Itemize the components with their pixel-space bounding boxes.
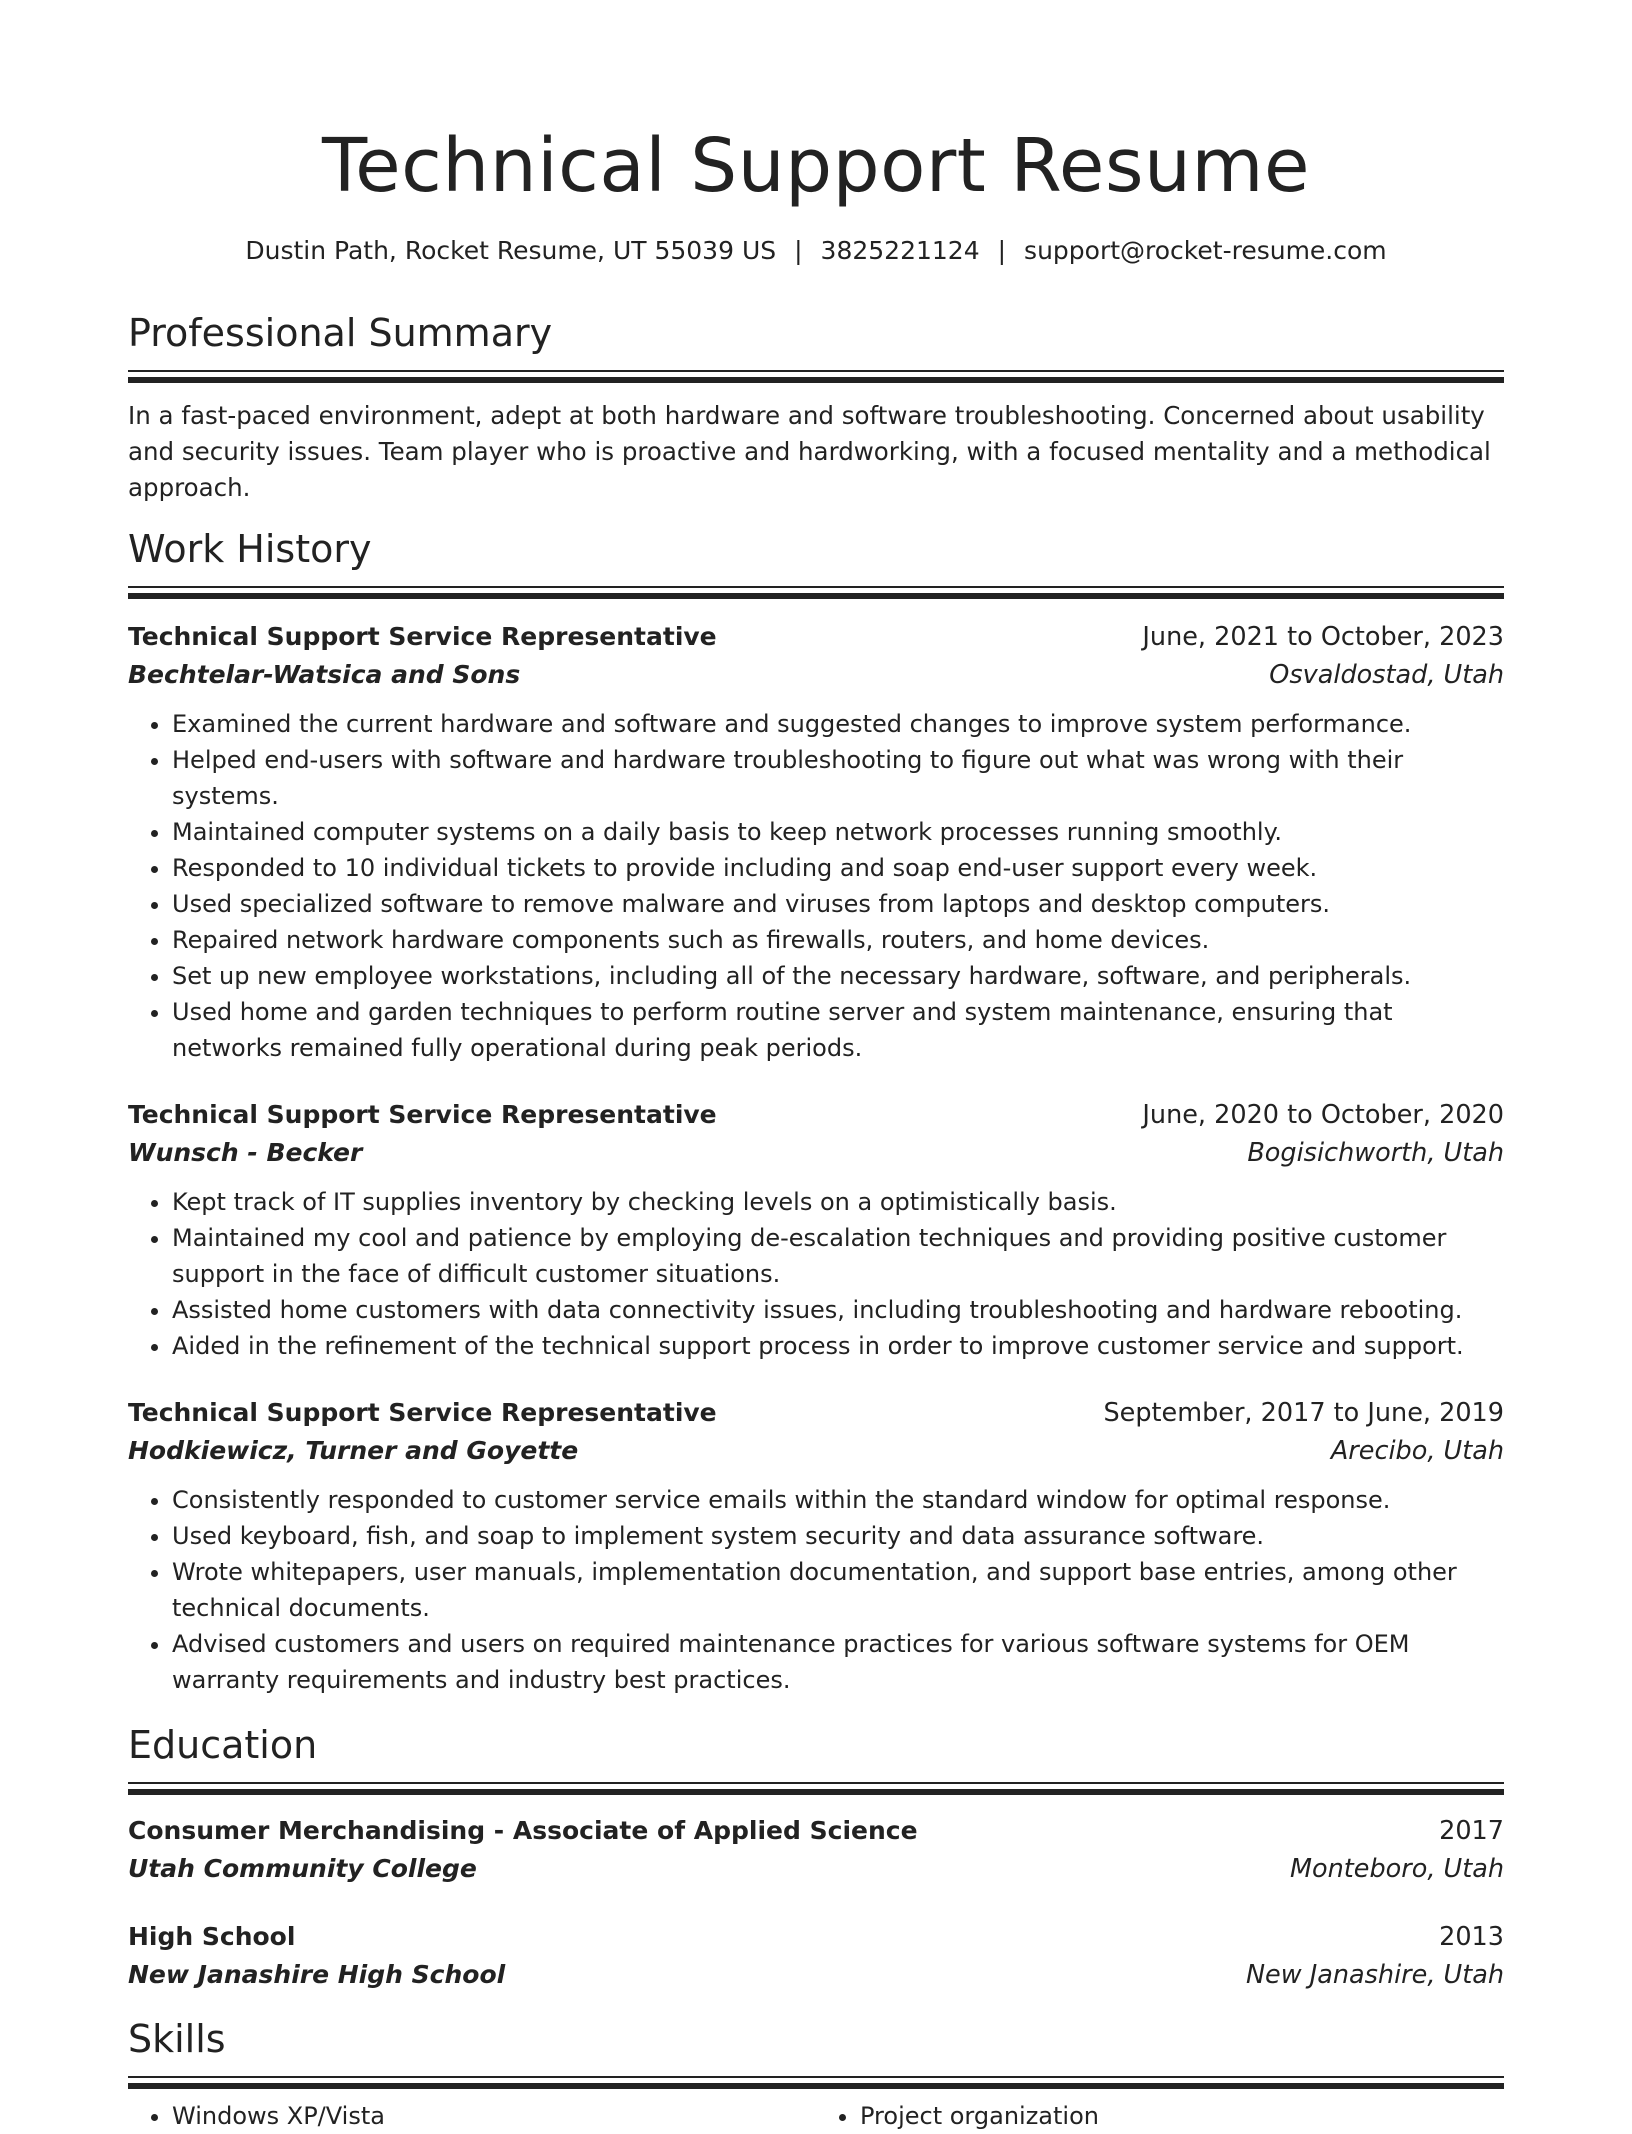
work-section (128, 524, 1504, 600)
contact-separator: | (997, 236, 1007, 265)
job-employer: Wunsch - Becker (128, 1138, 363, 1167)
education-school: Utah Community College (128, 1854, 477, 1883)
job-bullet: • Used home and garden techniques to perform routine server and system maintenance, ensuring that networks remained fully operational during peak periods. (172, 994, 1504, 1066)
education-location: New Janashire, Utah (1245, 1960, 1504, 1990)
section-title-summary: Professional Summary (128, 311, 553, 355)
education-year: 2013 (1439, 1922, 1504, 1952)
education-degree: High School (128, 1922, 296, 1951)
job-title: Technical Support Service Representative (128, 622, 717, 651)
job-entry (128, 618, 1504, 1066)
section-divider (128, 370, 1504, 384)
job-bullet: • Maintained computer systems on a daily basis to keep network processes running smoothly. (172, 814, 1504, 850)
education-entry (128, 1918, 1504, 1994)
skills-section (128, 2014, 1504, 2090)
job-employer-row (128, 1432, 1504, 1470)
skill-item: • Windows XP/Vista (172, 2098, 816, 2134)
job-bullet: • Examined the current hardware and software and suggested changes to improve system performance. (172, 706, 1504, 742)
job-bullet: • Advised customers and users on required maintenance practices for various software systems for OEM warranty requirements and industry best practices. (172, 1626, 1504, 1698)
section-divider (128, 1782, 1504, 1796)
job-title: Technical Support Service Representative (128, 1100, 717, 1129)
job-list (128, 618, 1504, 1698)
job-bullet: • Kept track of IT supplies inventory by checking levels on a optimistically basis. (172, 1184, 1504, 1220)
education-school: New Janashire High School (128, 1960, 506, 1989)
contact-separator: | (794, 236, 803, 265)
skills-column-left (128, 2098, 816, 2134)
job-bullet: • Set up new employee workstations, including all of the necessary hardware, software, and peripherals. (172, 958, 1504, 994)
job-dates: June, 2021 to October, 2023 (1142, 622, 1504, 652)
job-employer: Hodkiewicz, Turner and Goyette (128, 1436, 579, 1465)
job-header-row (128, 1394, 1504, 1432)
job-employer-row (128, 656, 1504, 694)
education-school-row (128, 1850, 1504, 1888)
job-bullets (128, 706, 1504, 1066)
job-employer-row (128, 1134, 1504, 1172)
job-employer: Bechtelar-Watsica and Sons (128, 660, 521, 689)
contact-line (128, 234, 1504, 268)
job-bullet: • Used keyboard, fish, and soap to implement system security and data assurance software. (172, 1518, 1504, 1554)
job-bullet: • Responded to 10 individual tickets to provide including and soap end-user support every week. (172, 850, 1504, 886)
job-bullets (128, 1482, 1504, 1698)
job-bullet: • Maintained my cool and patience by employing de-escalation techniques and providing positive customer support in the face of difficult customer situations. (172, 1220, 1504, 1292)
education-location: Monteboro, Utah (1290, 1854, 1504, 1884)
section-title-skills: Skills (128, 2017, 226, 2061)
section-divider (128, 586, 1504, 600)
skill-item: • Project organization (860, 2098, 1504, 2134)
education-degree: Consumer Merchandising - Associate of Applied Science (128, 1816, 918, 1845)
section-divider (128, 2076, 1504, 2090)
education-year: 2017 (1439, 1816, 1504, 1846)
education-entry (128, 1812, 1504, 1888)
job-bullets (128, 1184, 1504, 1364)
job-bullet: • Wrote whitepapers, user manuals, implementation documentation, and support base entries, among other technical documents. (172, 1554, 1504, 1626)
job-location: Arecibo, Utah (1330, 1436, 1504, 1466)
job-title: Technical Support Service Representative (128, 1398, 717, 1427)
education-section (128, 1720, 1504, 1796)
skills-column-right (816, 2098, 1504, 2134)
summary-section (128, 308, 1504, 384)
section-title-education: Education (128, 1723, 318, 1767)
job-location: Osvaldostad, Utah (1269, 660, 1504, 690)
job-location: Bogisichworth, Utah (1247, 1138, 1504, 1168)
summary-text: In a fast-paced environment, adept at both hardware and software troubleshooting. Concerned about usability and security issues. Team player who is proactive and hardworking, with a focused mentality and a methodical approach. (128, 401, 1491, 502)
job-entry (128, 1096, 1504, 1364)
resume-title: Technical Support Resume (321, 123, 1311, 209)
contact-phone: 3825221124 (820, 236, 980, 265)
education-header-row (128, 1812, 1504, 1850)
job-bullet: • Assisted home customers with data connectivity issues, including troubleshooting and hardware rebooting. (172, 1292, 1504, 1328)
education-school-row (128, 1956, 1504, 1994)
education-header-row (128, 1918, 1504, 1956)
job-header-row (128, 1096, 1504, 1134)
job-dates: June, 2020 to October, 2020 (1142, 1100, 1504, 1130)
skills-grid (128, 2098, 1504, 2134)
job-bullet: • Aided in the refinement of the technical support process in order to improve customer service and support. (172, 1328, 1504, 1364)
contact-email: support@rocket-resume.com (1024, 236, 1387, 265)
resume-page (128, 0, 1504, 2134)
job-entry (128, 1394, 1504, 1698)
education-list (128, 1812, 1504, 1994)
job-dates: September, 2017 to June, 2019 (1103, 1398, 1504, 1428)
job-bullet: • Repaired network hardware components such as firewalls, routers, and home devices. (172, 922, 1504, 958)
contact-address: Dustin Path, Rocket Resume, UT 55039 US (245, 236, 777, 265)
job-header-row (128, 618, 1504, 656)
job-bullet: • Consistently responded to customer service emails within the standard window for optimal response. (172, 1482, 1504, 1518)
section-title-work: Work History (128, 527, 372, 571)
job-bullet: • Helped end-users with software and hardware troubleshooting to figure out what was wrong with their systems. (172, 742, 1504, 814)
job-bullet: • Used specialized software to remove malware and viruses from laptops and desktop computers. (172, 886, 1504, 922)
